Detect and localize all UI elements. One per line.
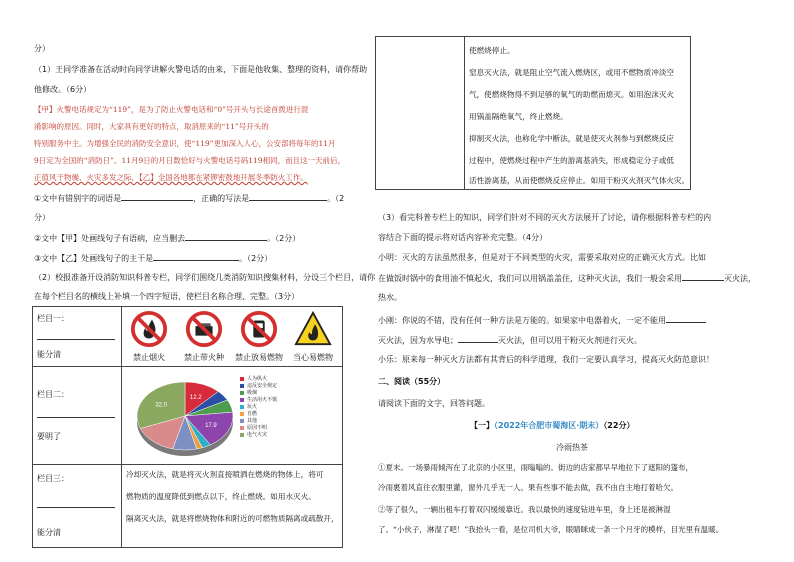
row3-label: 栏目三： [37,474,69,483]
dialog-line-5a: 灭火法，因为水导电； [378,336,458,345]
row1-blank[interactable] [37,331,115,340]
q1-passage-line-2: 淆影响的原因。同时，大家具有更好的特点，取消原来的“11”号开头的 [34,122,269,131]
q1-sub1-blank-2[interactable] [249,192,327,201]
legend-item [240,424,277,431]
legend-label: 生活用火不慎 [247,397,278,403]
reading-instruction: 请阅读下面的文字，回答问题。 [378,399,490,408]
legend-swatch [240,419,244,423]
pie-legend [240,375,277,438]
legend-swatch [240,433,244,437]
dialog-line-2b: 灭火法， [724,274,756,283]
legend-item [240,389,277,396]
dialog-line-5 [378,334,642,346]
right-table-line-3: 气，使燃烧物得不到足够的氧气的助燃而熄灭。如用泡沫灭火 [469,90,675,99]
q1-sub2-a: ②文中【甲】处画线句子有语病，应当删去 [34,234,186,243]
legend-item [240,375,277,382]
right-table [375,36,691,190]
legend-label: 其他 [247,418,258,424]
q1-sub1-d: 分） [34,213,50,222]
row3-text-2: 燃物质的温度降低到燃点以下，终止燃烧。如用水灭火。 [126,492,316,501]
fire-causes-pie-chart [130,371,240,461]
q1-sub1-a: ①文中有错别字的词语是 [34,194,122,203]
right-table-line-1: 使燃烧停止。 [469,46,515,55]
dialog-blank-1[interactable] [682,272,724,281]
q3-line-1: （3）看完科普专栏上的知识，同学们针对不同的灭火方法展开了讨论，请你根据科普专栏的内 [378,213,712,222]
legend-swatch [240,412,244,416]
legend-label: 违反安全规定 [247,383,278,389]
row3-text-cell [122,465,342,547]
dialog-line-5b: 灭火法，但可以用干粉灭火剂进行灭火。 [498,336,642,345]
q1-sub1 [34,192,344,204]
legend-item [240,396,277,403]
q1-sub2 [34,232,300,244]
pie-value-label-9: 32.0 [155,402,168,409]
dialog-line-1: 小明：灭火的方法虽然很多，但是对于不同类型的火灾，需要采取对应的正确灭火方式。比如 [378,253,706,262]
para1-line-2: 冷雨裹着风直往衣服里灌，窗外几乎无一人。果有些事不能去做，我不由自主地打着哈欠。 [378,483,678,492]
dialog-line-4a: 小刚：你说的不错，没有任何一种方法是万能的。如果家中电器着火，一定不能用 [378,316,666,325]
row1-label-cell [33,307,122,367]
right-table-line-4: 用锅盖隔绝氧气，终止燃烧。 [469,112,568,121]
para2-line-1: ②等了很久，一辆出租车打着双闪缓缓靠近。我以最快的速度钻进车里，身上还是被淋湿 [378,505,671,514]
no-flammable-icon [240,310,278,348]
q1-sub1-b: ，正确的写法是 [193,194,250,203]
pie-value-label-4: 17.9 [205,422,217,429]
no-fire-icon [130,310,168,348]
legend-swatch [240,391,244,395]
dialog-line-3: 热水。 [378,293,402,302]
q1-sub1-c: 。（2 [327,194,345,203]
legend-label: 自燃 [247,411,258,417]
row1-signs-cell [122,307,342,367]
right-table-line-2: 窒息灭火法，就是阻止空气流入燃烧区，或用不燃物质冲淡空 [469,68,675,77]
dialog-line-4 [378,314,706,326]
legend-label: 人为纵火 [247,376,268,382]
pie-value-label-1: 12.2 [189,395,202,402]
legend-label: 吸烟 [247,390,258,396]
q1-intro-b: 他修改。（6分） [34,85,92,94]
passage-title: 冷雨热茶 [556,443,588,452]
q2-intro-a: （2）校报准备开设消防知识科普专栏，同学们围绕几类消防知识搜集材料，分设三个栏目，请你 [34,273,376,282]
legend-label: 电气火灾 [247,432,268,438]
row2-label: 栏目二： [37,390,69,399]
no-matches-icon [185,310,223,348]
q1-intro-a: （1）王同学准备在活动时向同学讲解火警电话的由来，下面是他收集、整理的资料，请你帮助 [34,65,368,74]
legend-swatch [240,398,244,402]
passage-score: （22分） [603,421,635,430]
row3-label-cell [33,465,122,547]
q1-passage-line-1: 【甲】火警电话规定为“119”，是为了防止火警电话和“0”号开头与长途首拨进行混 [34,105,309,114]
section-2-heading: 二、阅读（55分） [378,377,446,386]
dialog-line-2 [378,272,756,284]
row1-sub: 能分清 [37,350,61,359]
passage-header [470,420,634,431]
left-top-score: 分） [34,44,50,53]
legend-swatch [240,384,244,388]
q1-passage-line-4: 9日定为全国的“消防日”。11月9日的月日数恰好与火警电话号码119相同，而且这一天前后， [34,156,346,165]
passage-source[interactable]: （2022年合肥市蜀海区·期末） [494,421,604,430]
legend-label: 原因不明 [247,425,268,431]
legend-item [240,403,277,410]
passage-bracket: 【一】 [470,421,494,430]
q1-sub3-a: ③文中【乙】处画线句子的主干是 [34,254,154,263]
q2-intro-b: 在每个栏目名的横线上补填一个四字短语，使栏目名称合理、完整。（3分） [34,292,300,301]
legend-swatch [240,405,244,409]
row3-sub: 能分清 [37,528,61,537]
row2-label-cell [33,367,122,465]
dialog-blank-2[interactable] [666,314,706,323]
dialog-blank-3[interactable] [458,334,498,343]
right-table-left-cell [376,37,465,189]
para2-line-2: 了。“小伙子，淋湿了吧！”我抬头一看，是位司机大爷，眼睛眯成一条一个月牙的模样，目光里有温暖。 [378,525,724,534]
column-table [32,306,343,548]
legend-swatch [240,377,244,381]
q1-passage-line-5: 正值风干物燥、火灾多发之际，【乙】全国各地都在紧锣密鼓地开展冬季防火工作。 [34,173,308,182]
flammable-warning-icon [294,310,332,348]
legend-item [240,382,277,389]
q1-passage-line-3: 特别服务中主。为增强全民的消防安全意识，使“119”更加深入人心，公安部将每年的11月 [34,139,336,148]
sign-label-1: 禁止烟火 [133,353,165,362]
row2-blank[interactable] [37,409,115,418]
q1-sub3 [34,252,272,264]
right-table-line-7: 活性游离基，从而使燃烧反应停止。如用干粉灭火剂灭气体火灾。 [469,176,690,185]
legend-item [240,410,277,417]
sign-label-3: 禁止放易燃物 [235,353,283,362]
sign-label-2: 禁止带火种 [184,353,224,362]
q1-sub2-b: 。（2分） [267,234,301,243]
legend-label: 玩火 [247,404,258,410]
q1-sub1-blank-1[interactable] [121,192,193,201]
legend-swatch [240,426,244,430]
row3-blank[interactable] [37,499,115,508]
q1-sub3-b: 。（2分） [239,254,273,263]
row1-label: 栏目一： [37,314,69,323]
q3-line-2: 容结合下面的提示将对话内容补充完整。（4分） [378,233,548,242]
q1-sub2-blank[interactable] [185,232,267,241]
legend-item [240,417,277,424]
right-table-line-6: 过程中，使燃烧过程中产生的游离基消失，形成稳定分子或低 [469,156,675,165]
dialog-line-2a: 在做饭时锅中的食用油不慎起火，我们可以用锅盖盖住，这种灭火法，我们一般会采用 [378,274,682,283]
row2-sub: 要明了 [37,432,61,441]
sign-label-4: 当心易燃物 [293,353,333,362]
para1-line-1: ①夏末。一场暴雨倾泻在了北京的小区里，雨嗡嗡的。街边的店家都早早地拉下了遮阳的篷布， [378,463,693,472]
legend-item [240,431,277,438]
dialog-line-6: 小乐：原来每一种灭火方法都有其背后的科学道理，我们一定要认真学习，提高灭火防范意识！ [378,355,714,364]
right-table-line-5: 抑制灭火法，也称化学中断法，就是使灭火剂参与到燃烧反应 [469,134,675,143]
q1-sub3-blank[interactable] [153,252,239,261]
row3-text-3: 隔离灭火法，就是将燃烧物体和附近的可燃物质隔离或疏散开， [126,514,339,523]
row3-text-1: 冷却灭火法，就是将灭火剂直接喷洒在燃烧的物体上，将可 [126,470,324,479]
row2-chart-cell [122,367,342,465]
